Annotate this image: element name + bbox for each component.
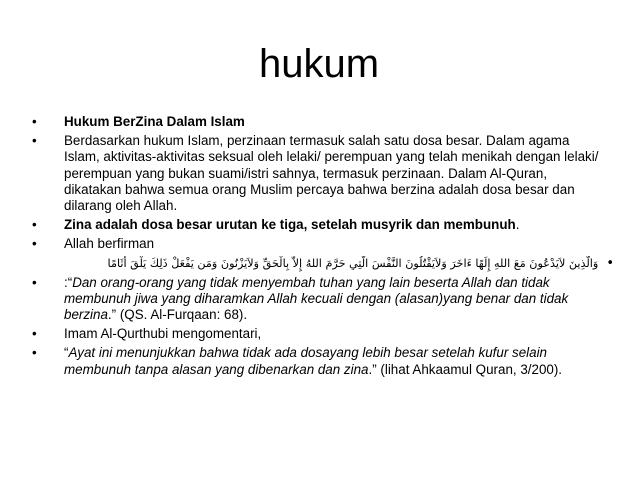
list-item: [30, 114, 608, 130]
quote-suffix: .” (QS. Al-Furqaan: 68).: [107, 307, 248, 323]
arabic-verse: [4, 256, 614, 272]
bullet-icon: •: [32, 326, 37, 342]
list-item: [30, 345, 608, 377]
bullet-icon: •: [32, 217, 37, 233]
list-item: [30, 217, 608, 233]
arabic-text: وَالَّذِينَ لاَيَدْعُونَ مَعَ اللهِ إِلَهًا ءَاخَرَ وَلاَيَقْتُلُونَ النَّفْسَ الَّتِي حَرَّمَ اللهُ إِلاَّ بِالْحَقِّ وَلاَيَزْنُونَ وَمَن يَفْعَلْ ذَلِكَ يَلْقَ أَثَامًا: [107, 256, 599, 270]
list-item: [30, 133, 608, 214]
list-item: [30, 275, 608, 324]
bullet-icon: •: [32, 236, 37, 252]
item-text: Imam Al-Qurthubi mengomentari,: [64, 326, 262, 342]
bullet-icon: •: [32, 274, 37, 290]
item-text: Hukum BerZina Dalam Islam: [64, 114, 245, 129]
quote-prefix: “: [64, 345, 69, 361]
quote-text: Dan orang-orang yang tidak menyembah tuhan yang lain beserta Allah dan tidak membunuh jiwa yang diharamkan Allah kecuali dengan (alasan)yang benar dan tidak berzina: [64, 274, 569, 323]
item-text: Berdasarkan hukum Islam, perzinaan termasuk salah satu dosa besar. Dalam agama Islam, aktivitas-aktivitas seksual oleh lelaki/ perempuan yang telah menikah dengan lelaki/ perempuan yang bukan suami/istri sahnya, termasuk perzinaan. Dalam Al-Quran, dikatakan bahwa semua orang Muslim percaya bahwa berzina adalah dosa besar dan dilarang oleh Allah.: [64, 133, 599, 214]
list-item: [30, 326, 608, 342]
bullet-list: [30, 114, 614, 381]
list-item: [30, 236, 608, 252]
bullet-icon: •: [606, 255, 614, 271]
bullet-icon: •: [32, 114, 37, 129]
item-text: Zina adalah dosa besar urutan ke tiga, setelah musyrik dan membunuh: [64, 217, 516, 233]
item-suffix: .: [515, 217, 520, 233]
slide-title: hukum: [258, 42, 380, 86]
quote-prefix: :“: [64, 274, 73, 290]
item-text: Allah berfirman: [64, 236, 155, 252]
quote-suffix: .” (lihat Ahkaamul Quran, 3/200).: [368, 361, 563, 377]
quote-text: Ayat ini menunjukkan bahwa tidak ada dosayang lebih besar setelah kufur selain membunuh tanpa alasan yang dibenarkan dan zina: [64, 345, 548, 377]
bullet-icon: •: [32, 133, 37, 149]
bullet-icon: •: [32, 345, 37, 361]
